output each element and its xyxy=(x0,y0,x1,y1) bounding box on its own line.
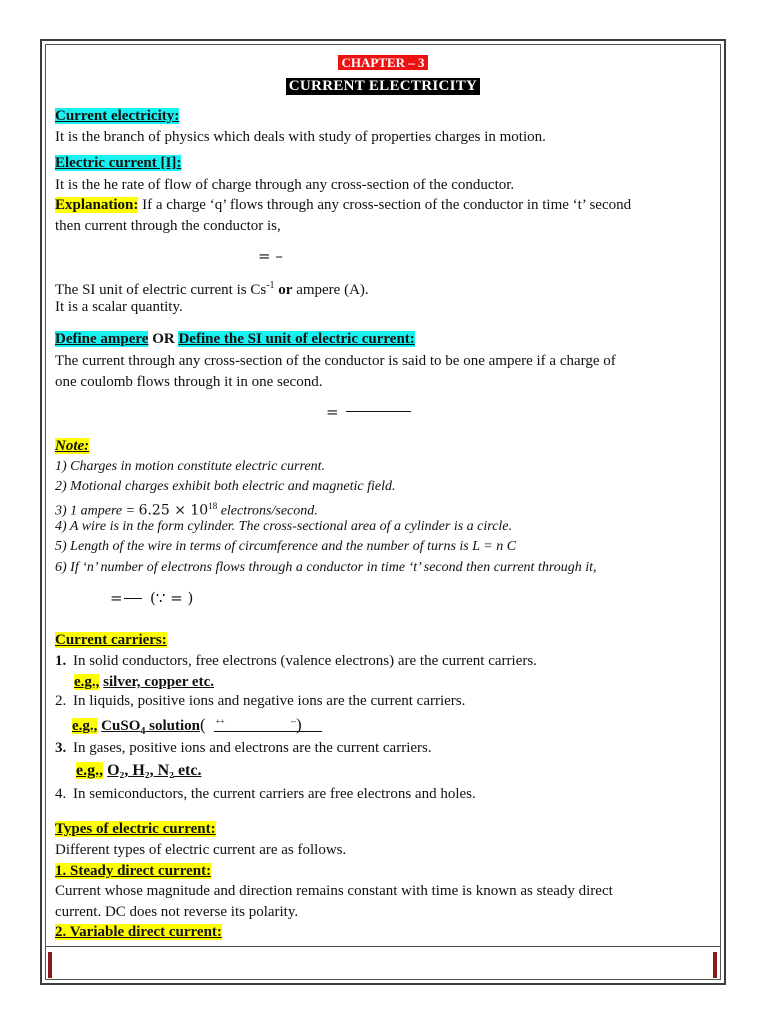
explanation-continuation: then current through the conductor is, xyxy=(55,218,281,234)
carrier-item-2: 2. In liquids, positive ions and negative ions are the current carriers. xyxy=(55,693,466,709)
ampere-fraction-line xyxy=(346,411,411,412)
footer-bar-right xyxy=(713,952,717,978)
types-heading: Types of electric current: xyxy=(55,821,216,837)
current-electricity-text: It is the branch of physics which deals with study of properties charges in motion. xyxy=(55,129,546,145)
ampere-definition-line2: one coulomb flows through it in one second. xyxy=(55,374,323,390)
note-item-1: 1) Charges in motion constitute electric current. xyxy=(55,459,325,474)
electric-current-heading: Electric current [I]: xyxy=(55,155,182,171)
ampere-heading: Define ampere OR Define the SI unit of electric current: xyxy=(55,331,415,347)
footer-separator xyxy=(46,946,720,947)
ampere-definition-line1: The current through any cross-section of the conductor is said to be one ampere if a charge of xyxy=(55,353,616,369)
types-intro: Different types of electric current are as follows. xyxy=(55,842,347,858)
steady-dc-text-line1: Current whose magnitude and direction remains constant with time is known as steady direct xyxy=(55,883,613,899)
scalar-line: It is a scalar quantity. xyxy=(55,299,183,315)
current-electricity-heading: Current electricity: xyxy=(55,108,180,124)
current-formula: = – xyxy=(258,247,283,265)
carrier-example-2-underline xyxy=(214,731,322,732)
carrier-item-4: 4. In semiconductors, the current carriers are free electrons and holes. xyxy=(55,786,476,802)
carrier-item-3: 3. In gases, positive ions and electrons are the current carriers. xyxy=(55,740,432,756)
page-title-row xyxy=(46,77,720,95)
note-item-5: 5) Length of the wire in terms of circumference and the number of turns is L = n C xyxy=(55,539,517,554)
page-title: CURRENT ELECTRICITY xyxy=(286,78,480,95)
carrier-example-1: e.g., silver, copper etc. xyxy=(74,674,214,690)
chapter-label-row xyxy=(46,54,720,72)
carrier-example-2: e.g., CuSO$_4$ solution( ++ --) xyxy=(72,715,302,737)
note-fraction-line xyxy=(124,598,142,599)
carrier-item-1: 1. In solid conductors, free electrons (valence electrons) are the current carriers. xyxy=(55,653,537,669)
note-item-4: 4) A wire is in the form cylinder. The cross-sectional area of a cylinder is a circle. xyxy=(55,519,513,534)
note-formula-left: = xyxy=(110,589,123,607)
note-item-6: 6) If ‘n’ number of electrons flows through a conductor in time ‘t’ second then current through it, xyxy=(55,560,597,575)
current-carriers-heading: Current carriers: xyxy=(55,632,167,648)
note-item-2: 2) Motional charges exhibit both electric and magnetic field. xyxy=(55,479,396,494)
steady-dc-heading: 1. Steady direct current: xyxy=(55,863,212,879)
note-item-3: 3) 1 ampere = $6.25 \times 10^{18}$ electrons/second. xyxy=(55,501,318,519)
variable-dc-heading: 2. Variable direct current: xyxy=(55,924,222,940)
explanation-label: Explanation: xyxy=(55,197,139,213)
carrier-example-3: e.g., O₂, H₂, N₂ etc. xyxy=(76,762,202,779)
steady-dc-text-line2: current. DC does not reverse its polarity. xyxy=(55,904,299,920)
electric-current-definition: It is the he rate of flow of charge through any cross-section of the conductor. xyxy=(55,177,515,193)
ampere-formula: = xyxy=(326,403,339,421)
explanation-line: Explanation: If a charge ‘q’ flows through any cross-section of the conductor in time ‘t’ second xyxy=(55,197,632,213)
footer-bar-left xyxy=(48,952,52,978)
si-unit-line: The SI unit of electric current is $Cs^{-1}$ or ampere (A). xyxy=(55,280,369,298)
note-formula-paren: (∵ = ) xyxy=(150,589,194,607)
note-heading: Note: xyxy=(55,438,90,454)
chapter-label: CHAPTER – 3 xyxy=(338,55,427,70)
